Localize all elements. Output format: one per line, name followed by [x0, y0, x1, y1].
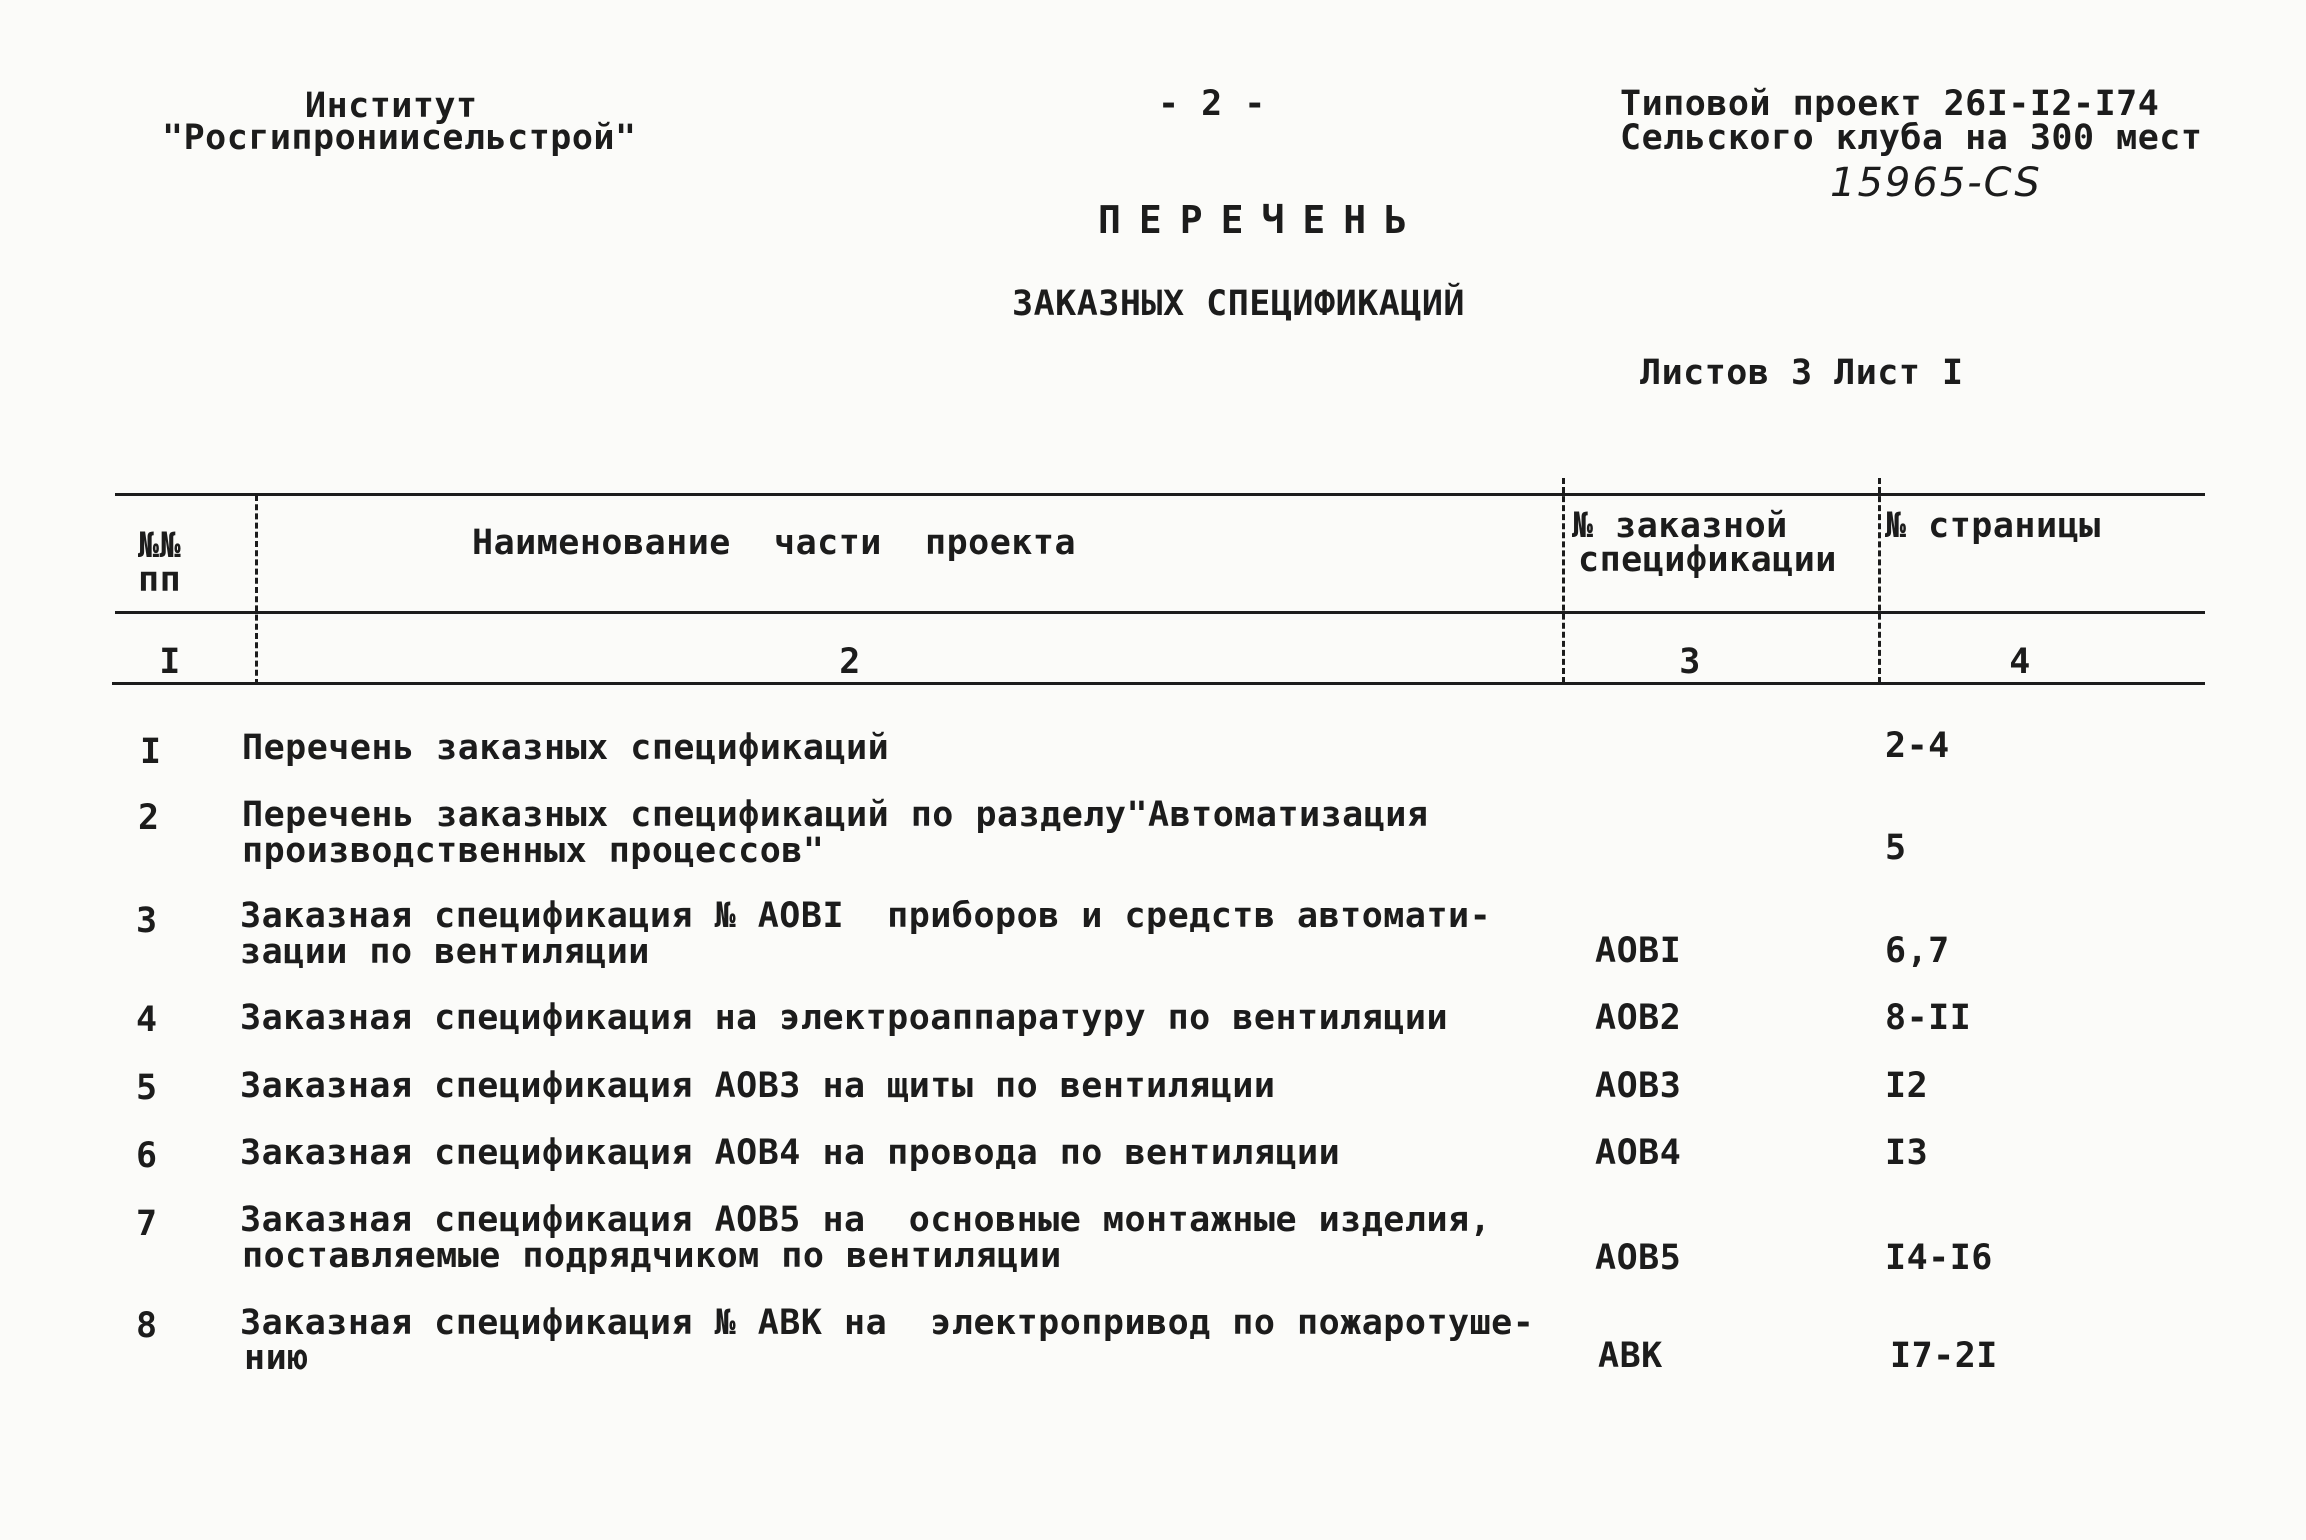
row-spec: АОВI	[1595, 931, 1682, 971]
institute-name: "Росгипрониисельстрой"	[162, 118, 637, 158]
header-spec-line2: спецификации	[1578, 540, 1837, 580]
column-divider-3	[1878, 478, 1881, 683]
project-title: Сельского клуба на 300 мест	[1620, 118, 2203, 158]
row-page: I7-2I	[1890, 1336, 1998, 1376]
project-number: Типовой проект 26I-I2-I74	[1620, 84, 2160, 124]
row-number: 5	[136, 1068, 158, 1108]
row-page: 5	[1885, 828, 1907, 868]
institute-label: Институт	[305, 86, 478, 126]
sheet-count: Листов 3 Лист I	[1640, 353, 1964, 393]
row-number: 4	[136, 1000, 158, 1040]
row-number: 2	[138, 798, 160, 838]
column-number: 4	[2009, 642, 2031, 682]
row-number: 3	[136, 901, 158, 941]
row-name-continued: зации по вентиляции	[240, 932, 650, 972]
column-divider-2	[1562, 478, 1565, 683]
column-numbers-rule	[112, 682, 2205, 685]
row-name: Заказная спецификация № АВК на электропривод по пожаротуше-	[240, 1303, 1535, 1343]
row-name-continued: производственных процессов"	[242, 831, 825, 871]
row-page: I4-I6	[1885, 1238, 1993, 1278]
header-rule	[115, 611, 2205, 614]
header-num-line1: №№	[138, 526, 182, 566]
table-top-rule	[115, 493, 2205, 496]
row-page: I2	[1885, 1066, 1929, 1106]
row-name: Заказная спецификация АОВ4 на провода по вентиляции	[240, 1133, 1341, 1173]
handwritten-code: 15965-CS	[1830, 160, 2042, 206]
header-num-line2: пп	[138, 560, 182, 600]
row-number: 8	[136, 1306, 158, 1346]
column-number: 3	[1679, 642, 1701, 682]
row-name: Перечень заказных спецификаций по разделу"Автоматизация	[242, 795, 1429, 835]
row-number: I	[140, 732, 162, 772]
row-spec: АОВ2	[1595, 998, 1682, 1038]
row-name: Заказная спецификация № АОВI приборов и средств автомати-	[240, 896, 1492, 936]
row-name: Перечень заказных спецификаций	[242, 728, 890, 768]
header-name: Наименование части проекта	[472, 523, 1077, 563]
row-name: Заказная спецификация на электроаппаратуру по вентиляции	[240, 998, 1449, 1038]
row-name-continued: поставляемые подрядчиком по вентиляции	[242, 1236, 1062, 1276]
row-name: Заказная спецификация АОВ3 на щиты по вентиляции	[240, 1066, 1276, 1106]
column-divider-1	[255, 495, 258, 685]
row-spec: АОВ5	[1595, 1238, 1682, 1278]
header-page: № страницы	[1885, 506, 2101, 546]
row-page: 2-4	[1885, 726, 1950, 766]
row-page: 6,7	[1885, 931, 1950, 971]
page-subtitle: ЗАКАЗНЫХ СПЕЦИФИКАЦИЙ	[1012, 284, 1466, 324]
row-spec: АОВ3	[1595, 1066, 1682, 1106]
page-title: ПЕРЕЧЕНЬ	[1098, 198, 1426, 242]
row-page: 8-II	[1885, 998, 1972, 1038]
row-number: 7	[136, 1204, 158, 1244]
row-spec: АОВ4	[1595, 1133, 1682, 1173]
page-number: - 2 -	[1158, 84, 1266, 124]
header-spec-line1: № заказной	[1572, 506, 1788, 546]
row-number: 6	[136, 1136, 158, 1176]
row-name-continued: нию	[244, 1338, 309, 1378]
row-name: Заказная спецификация АОВ5 на основные монтажные изделия,	[240, 1200, 1492, 1240]
row-page: I3	[1885, 1133, 1929, 1173]
column-number: I	[159, 642, 181, 682]
row-spec: АВК	[1598, 1336, 1663, 1376]
column-number: 2	[839, 642, 861, 682]
